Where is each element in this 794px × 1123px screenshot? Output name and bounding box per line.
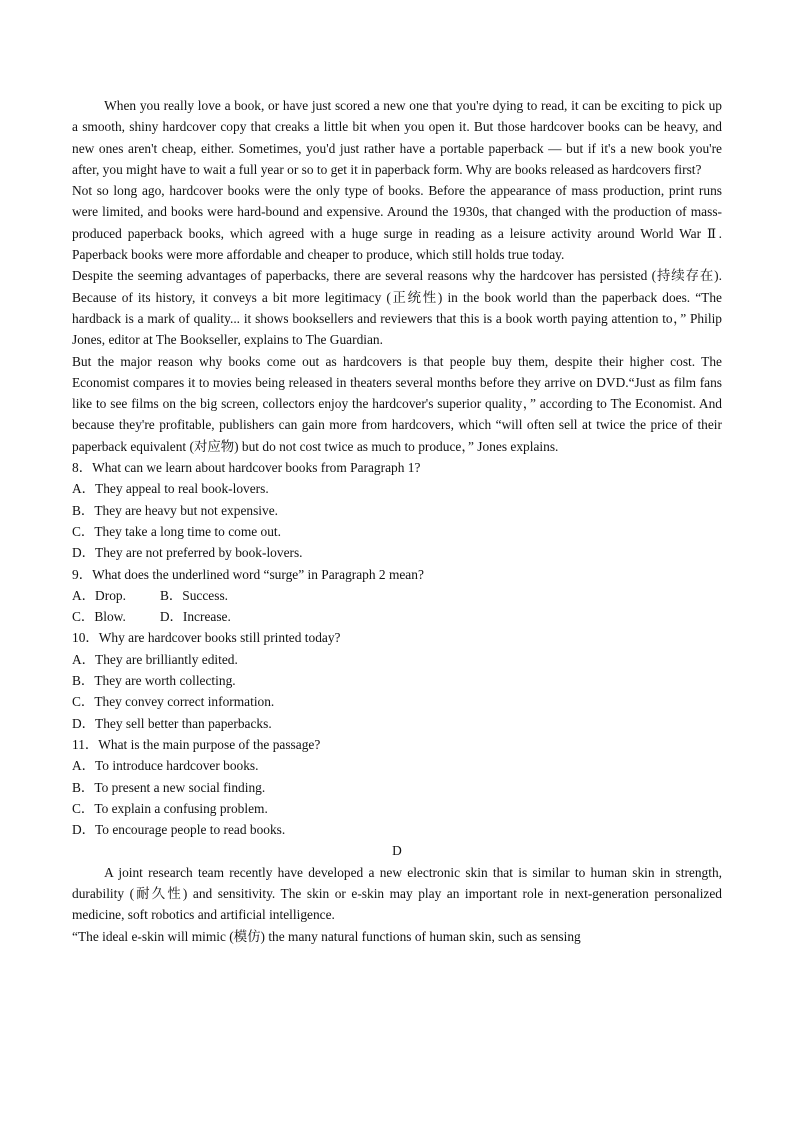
passage-c-paragraph-3: Despite the seeming advantages of paperbacks, there are several reasons why the hardcover has persisted (持续存在). Because of its history, it conveys a bit more legitimacy (正统性) in the book world than the paperback does. “The hardback is a mark of quality... it shows booksellers and reviewers that this is a book worth paying attention to，” Philip Jones, editor at The Bookseller, explains to The Guardian. [72, 268, 722, 348]
question-10 [72, 627, 722, 733]
document-page [72, 95, 722, 947]
option-d: D．To encourage people to read books. [72, 822, 286, 838]
option-b: B．They are worth collecting. [72, 673, 236, 689]
question-stem: 9．What does the underlined word “surge” in Paragraph 2 mean? [72, 566, 424, 582]
question-stem: 10．Why are hardcover books still printed today? [72, 630, 341, 646]
option-c: C．They convey correct information. [72, 694, 275, 710]
option-a: A．They are brilliantly edited. [72, 651, 238, 667]
option-b: B．They are heavy but not expensive. [72, 502, 279, 518]
question-9 [72, 564, 722, 628]
option-row-ab [72, 585, 722, 606]
option-d: D．They are not preferred by book-lovers. [72, 545, 303, 561]
option-c: C．They take a long time to come out. [72, 523, 281, 539]
option-c: C．Blow. [72, 609, 126, 625]
option-b: B．Success. [159, 587, 229, 603]
question-8 [72, 457, 722, 563]
option-b: B．To present a new social finding. [72, 779, 266, 795]
passage-d-paragraph-1: A joint research team recently have developed a new electronic skin that is similar to human skin in strength, durability (耐久性) and sensitivity. The skin or e-skin may play an important role in next-generation personalized medicine, soft robotics and artificial intelligence. [72, 864, 722, 923]
passage-c-paragraph-2: Not so long ago, hardcover books were the only type of books. Before the appearance of mass production, print runs were limited, and books were hard-bound and expensive. Around the 1930s, that changed with the production of mass-produced paperback books, which agreed with a huge surge in reading as a leisure activity around World War Ⅱ. Paperback books were more affordable and cheaper to produce, which still holds true today. [72, 183, 722, 263]
question-stem: 11．What is the main purpose of the passage? [72, 736, 321, 752]
option-d: D．They sell better than paperbacks. [72, 715, 272, 731]
option-a: A．They appeal to real book-lovers. [72, 481, 269, 497]
option-a: A．To introduce hardcover books. [72, 758, 259, 774]
passage-d-paragraph-2: “The ideal e-skin will mimic (模仿) the many natural functions of human skin, such as sensing [72, 928, 581, 944]
option-c: C．To explain a confusing problem. [72, 800, 268, 816]
question-11 [72, 734, 722, 840]
option-row-cd [72, 606, 722, 627]
section-heading-d: D [392, 843, 402, 859]
passage-c-paragraph-1: When you really love a book, or have just scored a new one that you're dying to read, it can be exciting to pick up a smooth, shiny hardcover copy that creaks a little bit when you open it. But those hardcover books can be heavy, and new ones aren't cheap, either. Sometimes, you'd just rather have a portable paperback — but if it's a new book you're after, you might have to wait a full year or so to get it in paperback form. Why are books released as hardcovers first? [72, 98, 722, 177]
option-a: A．Drop. [72, 587, 126, 603]
question-stem: 8．What can we learn about hardcover books from Paragraph 1? [72, 460, 421, 476]
passage-c-paragraph-4: But the major reason why books come out as hardcovers is that people buy them, despite their higher cost. The Economist compares it to movies being released in theaters several months before they arrive on DVD.“Just as film fans like to see films on the big screen, collectors enjoy the hardcover's superior quality，” according to The Economist. And because they're profitable, publishers can gain more from hardcovers, which “will often sell at twice the price of their paperback equivalent (对应物) but do not cost twice as much to produce，” Jones explains. [72, 353, 722, 454]
option-d: D．Increase. [159, 609, 231, 625]
